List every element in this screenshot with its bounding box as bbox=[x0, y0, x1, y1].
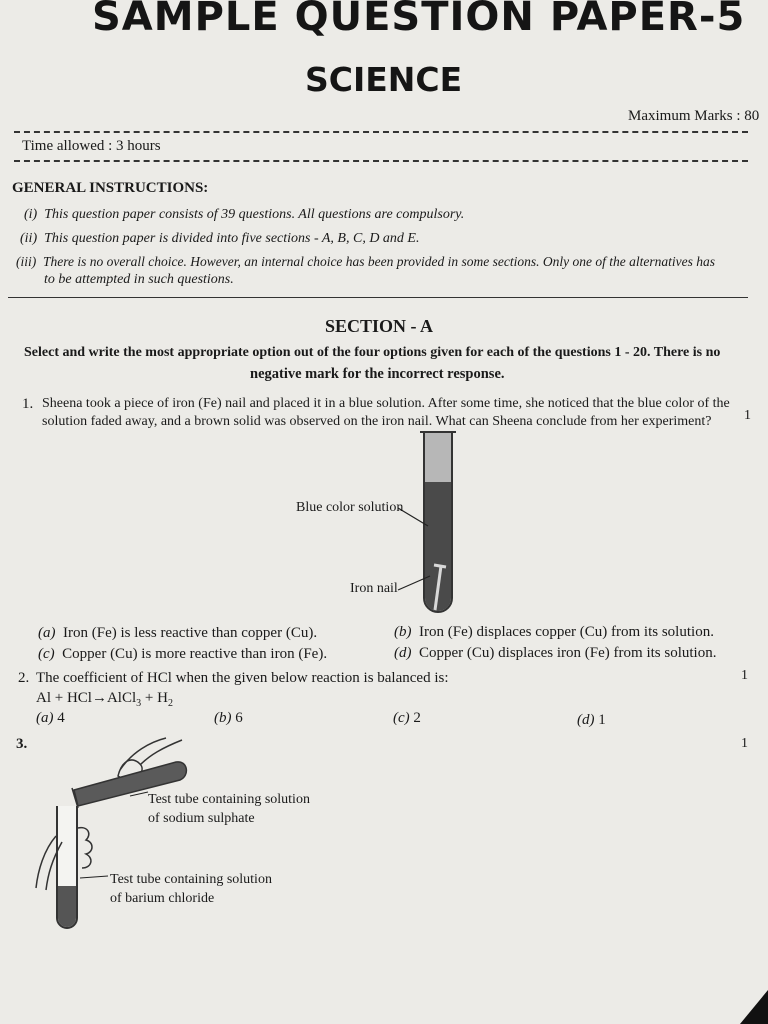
equation-reactants: Al + HCl bbox=[36, 690, 92, 706]
general-instructions-heading: GENERAL INSTRUCTIONS: bbox=[12, 180, 209, 196]
time-allowed: Time allowed : 3 hours bbox=[22, 138, 161, 154]
instruction-number: (ii) bbox=[20, 231, 38, 246]
sodium-sulphate-label-line2: of sodium sulphate bbox=[148, 811, 255, 826]
instruction-number: (i) bbox=[24, 207, 38, 222]
question-2-number: 2. bbox=[18, 670, 30, 686]
option-key: (a) bbox=[38, 625, 56, 641]
question-2-equation bbox=[36, 690, 173, 709]
equation-product-1: AlCl bbox=[106, 690, 137, 706]
question-1-option-b bbox=[394, 624, 714, 641]
question-1-option-c bbox=[38, 646, 327, 663]
option-key: (c) bbox=[38, 646, 55, 662]
blue-solution-label: Blue color solution bbox=[296, 500, 404, 515]
question-1-text: Sheena took a piece of iron (Fe) nail and placed it in a blue solution. After some time, she noticed that the blue color of the bbox=[42, 396, 730, 411]
section-a-instruction: Select and write the most appropriate option out of the four options given for each of the questions 1 - 20. There is no bbox=[24, 345, 721, 360]
option-text: Copper (Cu) is more reactive than iron (Fe). bbox=[62, 646, 328, 662]
instruction-number: (iii) bbox=[16, 254, 37, 269]
section-a-heading: SECTION - A bbox=[325, 316, 434, 336]
barium-chloride-label-line2: of barium chloride bbox=[110, 891, 215, 906]
maximum-marks: Maximum Marks : 80 bbox=[628, 108, 760, 124]
question-1-number: 1. bbox=[22, 396, 34, 412]
option-key: (d) bbox=[577, 712, 595, 728]
sodium-sulphate-label-line1: Test tube containing solution bbox=[148, 792, 310, 807]
question-2-marks: 1 bbox=[741, 668, 748, 683]
question-2-option-d bbox=[577, 712, 606, 729]
equation-subscript: 2 bbox=[167, 698, 173, 709]
question-2-option-b bbox=[214, 710, 243, 727]
option-text: 4 bbox=[57, 710, 65, 726]
question-2-option-c bbox=[393, 710, 421, 727]
paper-title: SAMPLE QUESTION PAPER-5 bbox=[92, 0, 746, 40]
iron-nail-label: Iron nail bbox=[350, 581, 398, 596]
question-3-number: 3. bbox=[16, 736, 28, 752]
equation-subscript: 3 bbox=[136, 698, 142, 709]
option-key: (c) bbox=[393, 710, 410, 726]
subject-title: SCIENCE bbox=[305, 60, 463, 99]
section-a-instruction-cont: negative mark for the incorrect response. bbox=[250, 366, 505, 382]
option-text: Copper (Cu) displaces iron (Fe) from its solution. bbox=[419, 645, 717, 661]
page-corner-shadow bbox=[740, 990, 768, 1024]
question-1-option-a bbox=[38, 625, 317, 642]
instruction-text: There is no overall choice. However, an internal choice has been provided in some sections. Only one of the alternatives has bbox=[43, 254, 715, 269]
bottom-label-pointer bbox=[80, 876, 108, 878]
receiving-test-tube-icon bbox=[57, 806, 77, 928]
instruction-text: This question paper is divided into five sections - A, B, C, D and E. bbox=[44, 231, 420, 246]
option-key: (d) bbox=[394, 645, 412, 661]
option-text: 2 bbox=[413, 710, 421, 726]
question-1-option-d bbox=[394, 645, 716, 662]
option-text: Iron (Fe) is less reactive than copper (Cu). bbox=[63, 625, 318, 641]
equation-product-2: + H bbox=[141, 690, 168, 706]
option-text: 6 bbox=[235, 710, 243, 726]
question-3-marks: 1 bbox=[741, 736, 748, 751]
question-1-marks: 1 bbox=[744, 408, 751, 423]
instruction-text: This question paper consists of 39 questions. All questions are compulsory. bbox=[44, 207, 465, 222]
instruction-continuation: to be attempted in such questions. bbox=[44, 272, 234, 287]
option-key: (b) bbox=[394, 624, 412, 640]
question-2-text: The coefficient of HCl when the given below reaction is balanced is: bbox=[36, 670, 449, 686]
question-2-option-a bbox=[36, 710, 65, 727]
option-text: 1 bbox=[598, 712, 606, 728]
option-key: (b) bbox=[214, 710, 232, 726]
option-key: (a) bbox=[36, 710, 54, 726]
question-1-text-cont: solution faded away, and a brown solid was observed on the iron nail. What can Sheena conclude from her experiment? bbox=[42, 414, 712, 429]
option-text: Iron (Fe) displaces copper (Cu) from its solution. bbox=[419, 624, 714, 640]
equation-arrow: → bbox=[91, 690, 107, 706]
barium-chloride-label-line1: Test tube containing solution bbox=[110, 872, 272, 887]
